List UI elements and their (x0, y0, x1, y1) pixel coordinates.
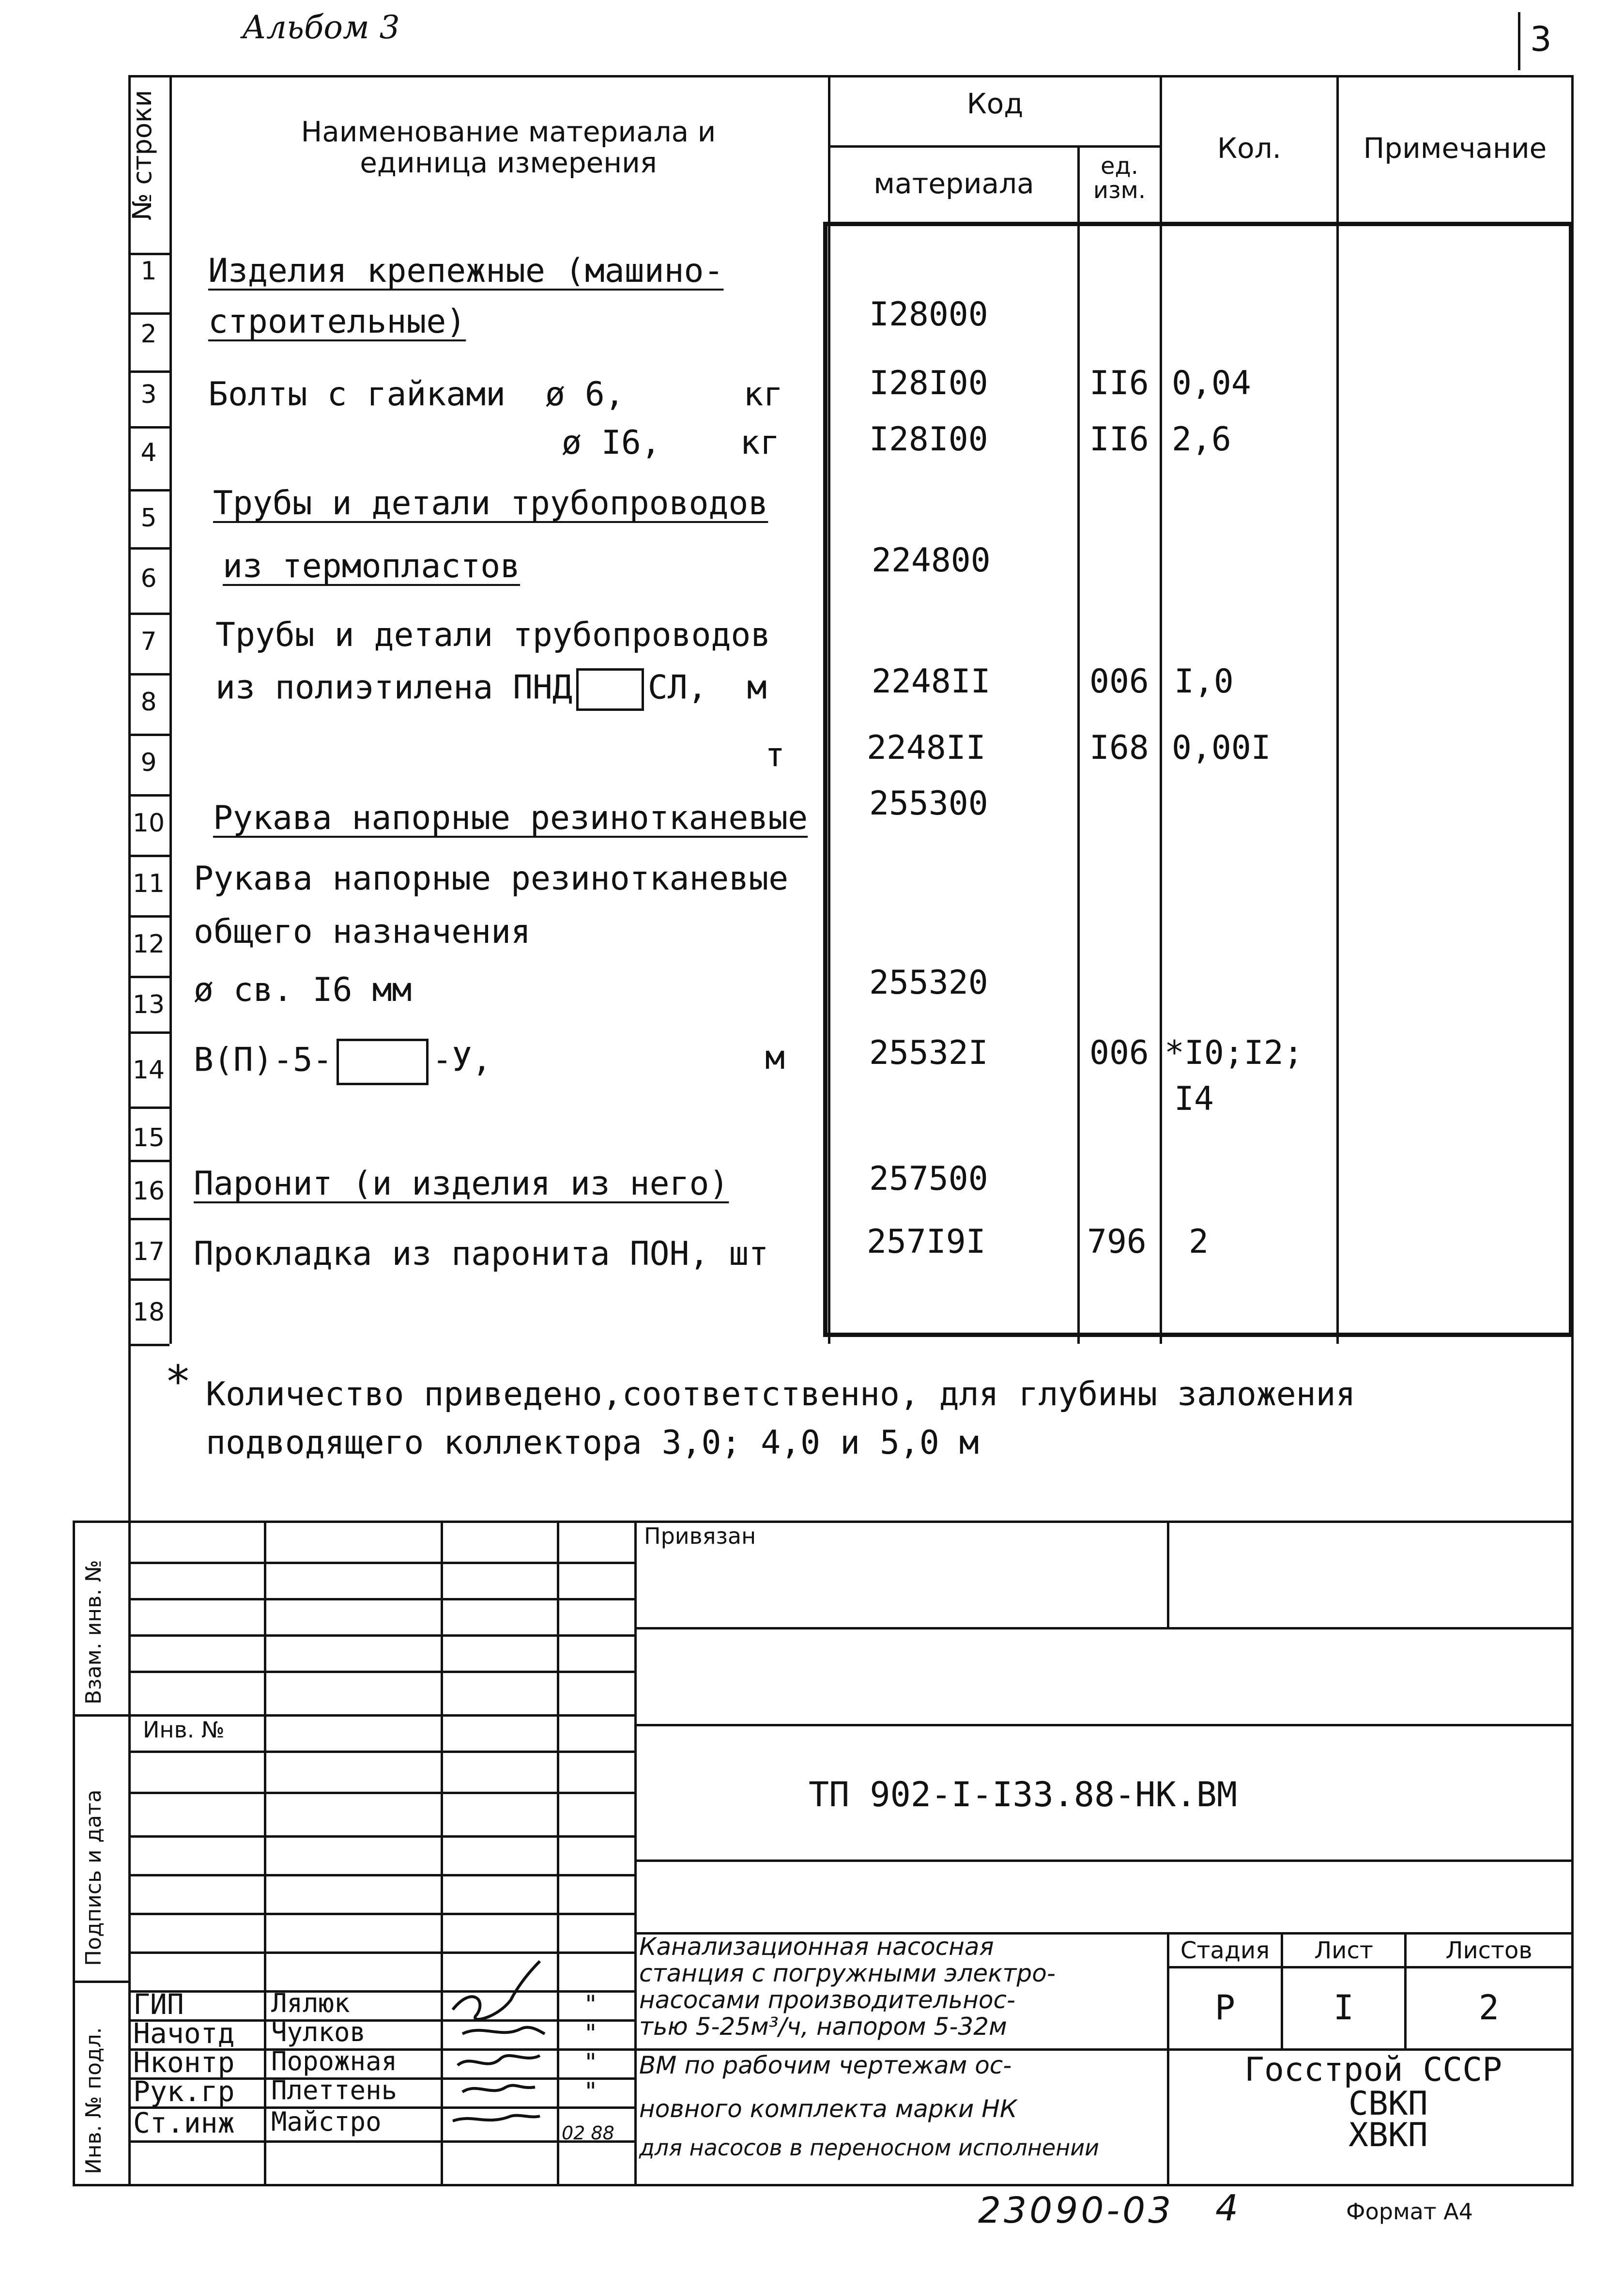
col-note-line (1336, 75, 1339, 1344)
stamp-row (634, 1627, 1574, 1629)
row-14-unit-label: м (765, 1039, 785, 1077)
row-number: 9 (140, 748, 157, 777)
stamp-row (634, 1859, 1574, 1862)
row-14-name (194, 1039, 491, 1085)
stamp-title-3: насосами производительнос- (639, 1986, 1016, 2014)
row-8-qty: I,0 (1174, 662, 1234, 701)
stamp-row (128, 1562, 634, 1564)
blank-box (337, 1039, 429, 1085)
stamp-row (128, 1751, 634, 1753)
role-label: ГИП (133, 1988, 184, 2021)
row-number: 16 (132, 1177, 165, 1206)
role-label: Ст.инж (133, 2106, 235, 2139)
row-12-name: общего назначения (194, 913, 531, 951)
row-13-code: 255320 (869, 964, 988, 1002)
frame-bottom (128, 2184, 1574, 2186)
row-line (128, 1031, 169, 1034)
row-17-qty: 2 (1189, 1223, 1209, 1261)
row-9-code: 2248II (867, 729, 986, 767)
row-line (128, 1278, 169, 1281)
row-8-name-b: СЛ, м (647, 668, 767, 707)
row-4-unit: II6 (1089, 420, 1149, 459)
stamp-org-1: Госстрой СССР (1244, 2051, 1502, 2089)
stamp-top (73, 1521, 1574, 1523)
row-1-name: Изделия крепежные (машино- (208, 252, 724, 290)
stamp-col (557, 1521, 559, 2186)
stamp-row (1167, 1966, 1574, 1968)
row-14-unit: 006 (1089, 1034, 1149, 1072)
person-name: Лялюк (271, 1988, 350, 2018)
row-14-code: 25532I (869, 1034, 988, 1072)
stamp-sheets-label: Листов (1445, 1937, 1532, 1964)
page-number: 3 (1530, 19, 1552, 59)
row-number: 14 (132, 1056, 165, 1085)
ditto-mark: " (583, 1990, 598, 2018)
row-line (128, 312, 169, 315)
col-unit-line (1077, 145, 1080, 1344)
col-qty-line (1160, 75, 1162, 1344)
header-bottom (823, 222, 1574, 226)
row-10-code: 255300 (869, 784, 988, 823)
row-line (128, 915, 169, 918)
header-note: Примечание (1363, 132, 1547, 165)
row-14-qty: *I0;I2; (1164, 1034, 1303, 1072)
row-6-code: 224800 (872, 541, 991, 580)
row-14-name-a: В(П)-5- (194, 1041, 333, 1079)
row-8-name-a: из полиэтилена ПНД (215, 668, 572, 707)
row-9-name: т (765, 736, 785, 774)
row-number: 1 (140, 257, 157, 286)
row-4-qty: 2,6 (1172, 420, 1231, 459)
row-line (128, 976, 169, 978)
row-14-qty-2: I4 (1174, 1080, 1214, 1118)
stamp-row (634, 1724, 1574, 1726)
row-line (128, 1344, 169, 1346)
row-number: 2 (140, 320, 157, 349)
stamp-col-stage (1167, 1932, 1169, 2186)
side-strip-div-1 (73, 1714, 128, 1717)
stamp-row (128, 1671, 634, 1673)
code-block-right (1569, 222, 1573, 1336)
row-10-name: Рукава напорные резинотканевые (213, 799, 808, 837)
row-16-name: Паронит (и изделия из него) (194, 1165, 729, 1203)
person-name: Плеттень (271, 2075, 398, 2105)
row-line (128, 489, 169, 492)
stamp-row (128, 1913, 634, 1915)
bottom-number: 23090-03 (978, 2190, 1174, 2231)
stamp-col (634, 1521, 637, 2186)
blank-box (576, 668, 644, 711)
header-row-no: № строки (127, 90, 157, 220)
row-2-name: строительные) (208, 303, 466, 341)
stamp-sheets: 2 (1478, 1988, 1500, 2028)
footnote-star: * (165, 1356, 192, 1408)
stamp-privyazan-split (1167, 1521, 1169, 1627)
row-9-qty: 0,00I (1172, 729, 1271, 767)
person-name: Чулков (271, 2017, 366, 2047)
row-7-name: Трубы и детали трубопроводов (215, 616, 771, 654)
stamp-sheet: I (1333, 1988, 1354, 2028)
row-line (128, 370, 169, 373)
row-4-name: ø I6, кг (562, 424, 780, 462)
row-8-unit: 006 (1089, 662, 1149, 701)
stamp-col (264, 1521, 266, 2186)
stamp-title-2: станция с погружными электро- (639, 1959, 1056, 1987)
side-strip-div-2 (73, 1981, 128, 1983)
row-number: 17 (132, 1237, 165, 1266)
stamp-row (128, 1792, 634, 1794)
row-16-code: 257500 (869, 1160, 988, 1198)
row-8-code: 2248II (872, 662, 991, 701)
row-number: 15 (132, 1123, 165, 1152)
stamp-row (128, 1990, 634, 1993)
stamp-row (128, 2140, 634, 2143)
code-block-left (823, 222, 827, 1336)
row-line (128, 855, 169, 857)
stamp-stage-label: Стадия (1180, 1937, 1270, 1964)
bottom-number-2: 4 (1215, 2187, 1239, 2229)
row-9-unit: I68 (1089, 729, 1149, 767)
ditto-mark: " (583, 2019, 598, 2047)
footnote-line-2: подводящего коллектора 3,0; 4,0 и 5,0 м (206, 1424, 979, 1462)
row-line (128, 547, 169, 550)
row-17-unit: 796 (1087, 1223, 1147, 1261)
row-3-unit: II6 (1089, 364, 1149, 402)
stamp-row (128, 1951, 634, 1954)
header-name: Наименование материала и единица измерения (301, 115, 716, 179)
row-6-name: из термопластов (223, 547, 521, 585)
row-number: 4 (140, 438, 157, 467)
stamp-stage: Р (1214, 1988, 1236, 2028)
header-code-split (828, 145, 1162, 148)
stamp-org-3: ХВКП (1348, 2116, 1428, 2154)
side-strip-bottom (73, 2184, 128, 2186)
row-4-code: I28I00 (869, 420, 988, 459)
role-label: Начотд (133, 2017, 235, 2050)
col-name-line (828, 75, 830, 1344)
stamp-subtitle-1: ВМ по рабочим чертежам ос- (639, 2051, 1012, 2079)
stamp-inv-no: Инв. № (143, 1717, 225, 1743)
stamp-org-2: СВКП (1348, 2085, 1428, 2123)
stamp-row (128, 1835, 634, 1838)
ditto-mark: " (583, 2048, 598, 2076)
role-label: Рук.гр (133, 2075, 235, 2108)
side-label-podpis: Подпись и дата (81, 1789, 106, 1966)
row-line (128, 1106, 169, 1109)
person-name: Майстро (271, 2106, 382, 2137)
stamp-sheet-label: Лист (1314, 1937, 1373, 1964)
row-17-code: 257I9I (867, 1223, 986, 1261)
row-number: 7 (140, 627, 157, 656)
code-block-bottom (823, 1333, 1574, 1337)
side-label-inv-podl: Инв. № подл. (81, 2027, 106, 2174)
row-line (128, 673, 169, 676)
date-fragment: 02 88 (562, 2122, 614, 2144)
album-label: Альбом 3 (242, 9, 400, 46)
row-line (128, 794, 169, 797)
header-qty: Кол. (1217, 132, 1282, 165)
header-code: Код (966, 87, 1024, 120)
stamp-subtitle-3: для насосов в переносном исполнении (639, 2135, 1100, 2161)
row-2-code: I28000 (869, 295, 988, 334)
row-number: 5 (140, 504, 157, 533)
row-3-qty: 0,04 (1172, 364, 1251, 402)
row-number: 3 (140, 380, 157, 409)
stamp-row (128, 1634, 634, 1637)
bottom-format: Формат А4 (1346, 2198, 1473, 2225)
role-label: Нконтр (133, 2046, 235, 2079)
stamp-designation: ТП 902-I-I33.88-НК.ВМ (809, 1775, 1238, 1814)
header-unit: ед. изм. (1093, 153, 1146, 204)
ditto-mark: " (583, 2077, 598, 2105)
row-number: 10 (132, 809, 165, 838)
stamp-row (128, 1598, 634, 1600)
row-line (128, 613, 169, 615)
person-name: Порожная (271, 2046, 398, 2076)
side-strip-left (73, 1521, 75, 2186)
row-14-name-b: -У, (432, 1041, 492, 1079)
row-number: 13 (132, 990, 165, 1019)
row-3-name: Болты с гайками ø 6, кг (208, 375, 783, 414)
footnote-line-1: Количество приведено,соответственно, для глубины заложения (206, 1375, 1356, 1414)
stamp-row (128, 1874, 634, 1876)
signature (443, 1942, 554, 2136)
frame-top (128, 75, 1574, 77)
row-line (128, 1160, 169, 1162)
row-number: 8 (140, 688, 157, 717)
stamp-privyazan: Привязан (644, 1523, 756, 1549)
row-line (128, 253, 169, 255)
row-number: 12 (132, 930, 165, 959)
row-line (128, 734, 169, 736)
page-number-bar (1518, 12, 1520, 70)
row-13-name: ø св. I6 мм (194, 971, 412, 1009)
stamp-subtitle-2: новного комплекта марки НК (639, 2095, 1017, 2123)
row-number: 11 (132, 869, 165, 898)
row-8-name (215, 668, 767, 711)
row-line (128, 1218, 169, 1220)
stamp-title-4: тью 5-25м³/ч, напором 5-32м (639, 2013, 1007, 2041)
row-5-name: Трубы и детали трубопроводов (213, 484, 768, 522)
row-number: 6 (140, 564, 157, 593)
stamp-title-1: Канализационная насосная (639, 1933, 994, 1961)
row-number: 18 (132, 1298, 165, 1327)
row-17-name: Прокладка из паронита ПОН, шт (194, 1235, 769, 1273)
side-label-vzam: Взам. инв. № (81, 1560, 106, 1705)
row-11-name: Рукава напорные резинотканевые (194, 860, 789, 898)
row-line (128, 426, 169, 429)
row-3-code: I28I00 (869, 364, 988, 402)
header-material: материала (873, 167, 1034, 200)
